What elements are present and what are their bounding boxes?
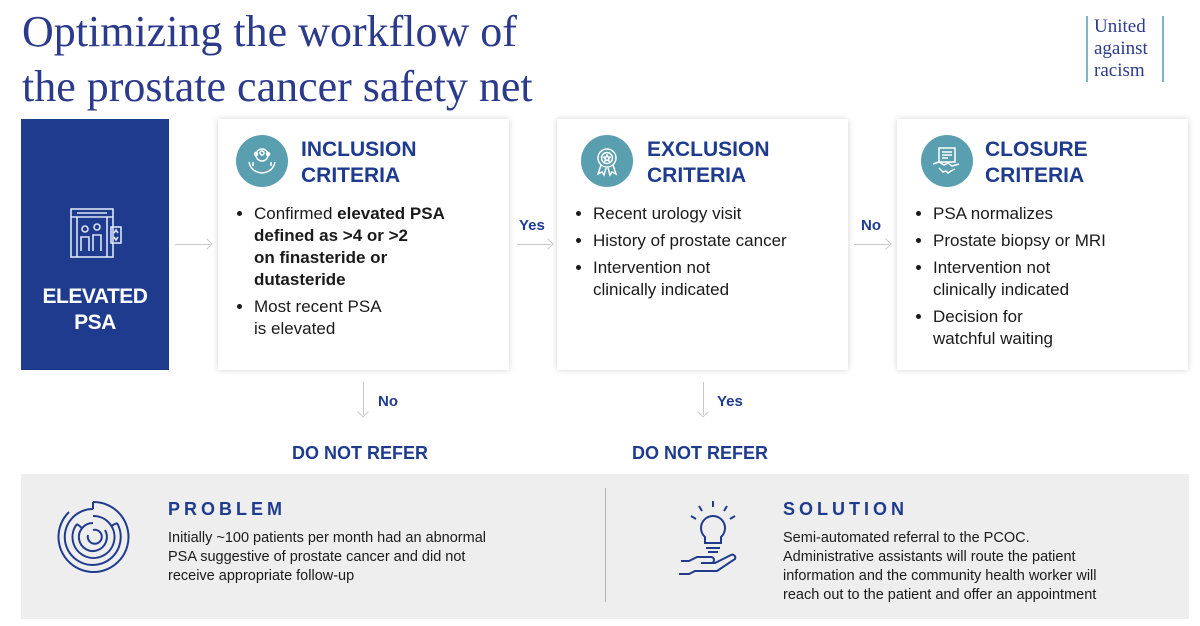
no-label: No: [861, 217, 881, 234]
logo-line-3: racism: [1094, 60, 1145, 81]
inclusion-criteria-card: [218, 119, 509, 370]
inclusion-item-1-line-4: dutasteride: [254, 270, 346, 289]
inclusion-title-line-2: CRITERIA: [301, 164, 401, 187]
handshake-document-icon: [921, 135, 973, 187]
elevated-psa-box: [21, 119, 169, 370]
down-yes-label: Yes: [717, 393, 743, 410]
inclusion-title: [301, 137, 417, 189]
problem-title: PROBLEM: [168, 499, 286, 519]
arrow-exclusion-to-closure: [854, 244, 889, 245]
page-title: [22, 4, 722, 114]
problem-line-2: PSA suggestive of prostate cancer and did not: [168, 549, 466, 565]
inclusion-title-line-1: INCLUSION: [301, 138, 417, 161]
closure-criteria-card: [897, 119, 1188, 370]
closure-list: [911, 203, 1106, 355]
inclusion-item-2-line-1: • Most recent PSA: [254, 297, 382, 316]
inclusion-item-1-line-1: • Confirmed elevated PSA: [254, 204, 445, 223]
problem-solution-panel: [21, 474, 1189, 619]
list-item: • Decision for watchful waiting: [933, 306, 1106, 350]
logo-line-2: against: [1094, 38, 1148, 59]
list-item: [254, 203, 445, 291]
solution-title: SOLUTION: [783, 499, 908, 519]
list-item: • History of prostate cancer: [593, 230, 787, 252]
logo-line-1: United: [1094, 16, 1146, 37]
closure-title: [985, 137, 1088, 189]
title-line-2: the prostate cancer safety net: [22, 62, 533, 111]
elevated-psa-line-2: PSA: [74, 311, 116, 334]
solution-line-3: information and the community health worker will: [783, 568, 1097, 584]
title-line-1: Optimizing the workflow of: [22, 7, 517, 56]
yes-label: Yes: [519, 217, 545, 234]
down-no-label: No: [378, 393, 398, 410]
list-item: • Intervention not clinically indicated: [593, 257, 787, 301]
exclusion-title-line-1: EXCLUSION: [647, 138, 770, 161]
inclusion-list: [232, 203, 445, 345]
exclusion-list: [571, 203, 787, 306]
problem-line-1: Initially ~100 patients per month had an abnormal: [168, 530, 486, 546]
exclusion-title-line-2: CRITERIA: [647, 164, 747, 187]
list-item: • Recent urology visit: [593, 203, 787, 225]
exclusion-criteria-card: [557, 119, 848, 370]
exclusion-title: [647, 137, 770, 189]
do-not-refer-left: DO NOT REFER: [292, 443, 429, 463]
inclusion-item-1-line-2: defined as >4 or >2: [254, 226, 409, 245]
problem-line-3: receive appropriate follow-up: [168, 568, 355, 584]
elevator-icon: [67, 205, 123, 261]
solution-line-2: Administrative assistants will route the patient: [783, 549, 1076, 565]
list-item: [254, 296, 445, 340]
problem-text: [168, 529, 486, 586]
elevated-psa-line-1: ELEVATED: [42, 285, 148, 308]
solution-text: [783, 529, 1097, 605]
panel-divider: [605, 488, 606, 602]
closure-title-line-2: CRITERIA: [985, 164, 1085, 187]
list-item: • Intervention not clinically indicated: [933, 257, 1106, 301]
arrow-inclusion-to-exclusion: [517, 244, 551, 245]
maze-icon: [55, 499, 131, 575]
arrow-exclusion-down: [703, 382, 704, 415]
do-not-refer-right: DO NOT REFER: [632, 443, 769, 463]
solution-line-4: reach out to the patient and offer an appointment: [783, 587, 1097, 603]
inclusion-item-2-line-2: is elevated: [254, 319, 336, 338]
arrow-psa-to-inclusion: [175, 244, 210, 245]
arrow-inclusion-down: [363, 382, 364, 415]
solution-line-1: Semi-automated referral to the PCOC.: [783, 530, 1030, 546]
lightbulb-hand-icon: [677, 499, 741, 579]
united-against-racism-logo: [1086, 16, 1164, 82]
inclusion-item-1-line-3: on finasteride or: [254, 248, 388, 267]
list-item: • PSA normalizes: [933, 203, 1106, 225]
list-item: • Prostate biopsy or MRI: [933, 230, 1106, 252]
group-hands-icon: [236, 135, 288, 187]
closure-title-line-1: CLOSURE: [985, 138, 1088, 161]
badge-icon: [581, 135, 633, 187]
elevated-psa-label: [21, 284, 169, 336]
